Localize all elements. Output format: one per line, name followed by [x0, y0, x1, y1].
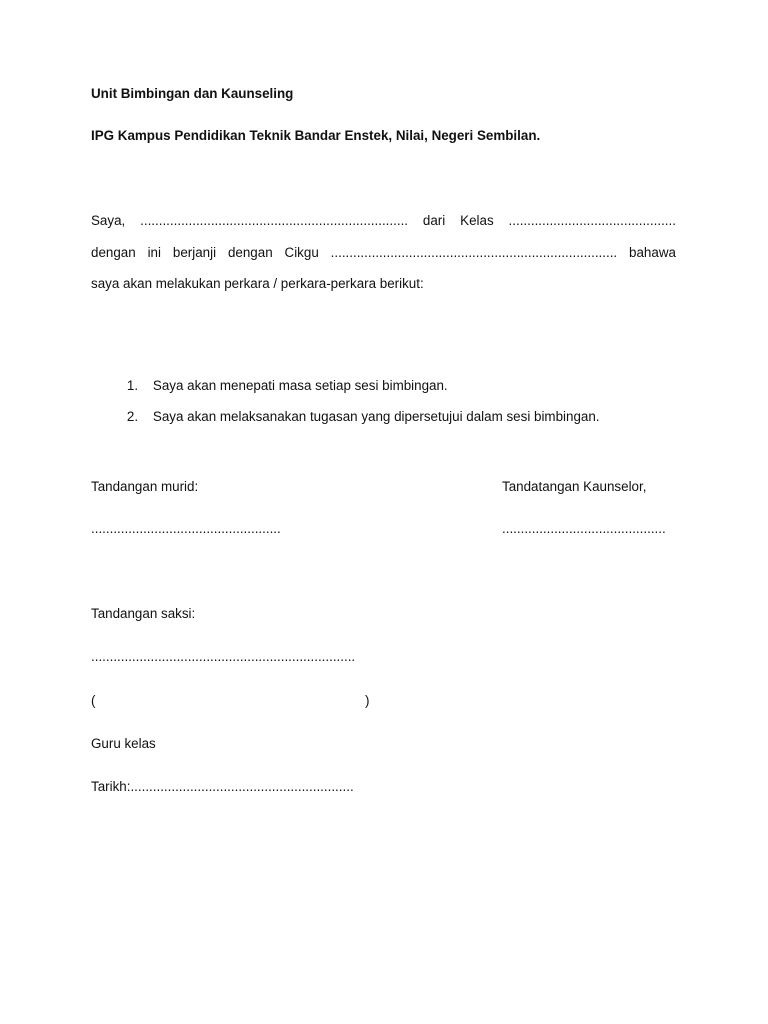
intro-word: berjanji [172, 245, 217, 260]
intro-word: bahawa [629, 245, 676, 260]
intro-word: Cikgu [284, 245, 319, 260]
witness-name-paren-close: ) [365, 693, 370, 708]
intro-word: dari [422, 213, 446, 228]
intro-word: dengan [227, 245, 273, 260]
class-blank: ............................................. [508, 213, 676, 228]
intro-line-1 [91, 213, 676, 229]
intro-line-2 [91, 245, 676, 261]
list-item-number: 1. [126, 378, 139, 394]
list-item-text: Saya akan menepati masa setiap sesi bimbingan. [152, 378, 448, 394]
teacher-blank: ............................................................................. [330, 245, 618, 260]
list-item-text: Saya akan melaksanakan tugasan yang dipersetujui dalam sesi bimbingan. [152, 409, 600, 425]
counselor-signature-label: Tandatangan Kaunselor, [502, 479, 647, 494]
student-signature-line: ................................................... [91, 521, 281, 536]
witness-role: Guru kelas [91, 736, 156, 751]
intro-word: ini [147, 245, 161, 260]
counselor-signature-line: ............................................ [502, 521, 666, 536]
list-item-number: 2. [126, 409, 139, 425]
intro-word: dengan [91, 245, 136, 260]
intro-word: Saya, [91, 213, 126, 228]
list-item [112, 393, 600, 441]
intro-word: Kelas [460, 213, 494, 228]
name-blank: ........................................................................ [140, 213, 409, 228]
witness-signature-label: Tandangan saksi: [91, 606, 196, 621]
date-line: Tarikh:............................................................ [91, 779, 354, 794]
intro-line-3: saya akan melakukan perkara / perkara-perkara berikut: [91, 276, 424, 291]
witness-signature-line: ....................................................................... [91, 649, 356, 664]
witness-name-paren-open: ( [91, 693, 96, 708]
institution-heading: IPG Kampus Pendidikan Teknik Bandar Enstek, Nilai, Negeri Sembilan. [91, 128, 541, 143]
unit-heading: Unit Bimbingan dan Kaunseling [91, 86, 294, 101]
student-signature-label: Tandangan murid: [91, 479, 199, 494]
